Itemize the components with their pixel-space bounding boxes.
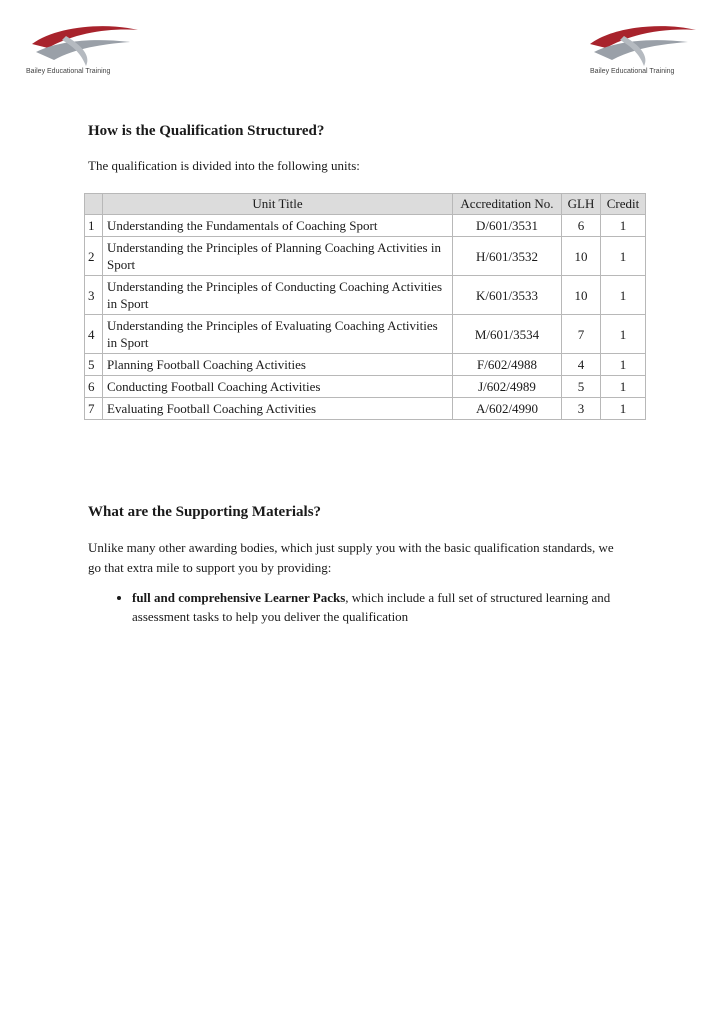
header-num: [85, 194, 103, 215]
row-num: 4: [85, 315, 103, 354]
table-row: [85, 237, 646, 276]
row-credit: 1: [601, 215, 646, 237]
row-credit: 1: [601, 354, 646, 376]
row-accreditation: A/602/4990: [453, 398, 562, 420]
swoosh-logo-icon: [26, 22, 154, 68]
table-row: [85, 398, 646, 420]
row-accreditation: F/602/4988: [453, 354, 562, 376]
row-credit: 1: [601, 376, 646, 398]
row-num: 1: [85, 215, 103, 237]
header-credit: Credit: [601, 194, 646, 215]
header-glh: GLH: [562, 194, 601, 215]
row-glh: 4: [562, 354, 601, 376]
row-accreditation: H/601/3532: [453, 237, 562, 276]
row-glh: 10: [562, 276, 601, 315]
row-title: Conducting Football Coaching Activities: [103, 376, 453, 398]
list-item: [132, 588, 652, 626]
section-heading-structure: How is the Qualification Structured?: [88, 123, 325, 139]
row-glh: 5: [562, 376, 601, 398]
company-logo-right: [584, 22, 712, 80]
bullet-bold-text: full and comprehensive Learner Packs: [132, 590, 346, 605]
row-title: Planning Football Coaching Activities: [103, 354, 453, 376]
row-title: Evaluating Football Coaching Activities: [103, 398, 453, 420]
row-credit: 1: [601, 237, 646, 276]
section-heading-materials: What are the Supporting Materials?: [88, 504, 322, 520]
swoosh-logo-icon: [584, 22, 712, 68]
logo-text: Bailey Educational Training: [590, 68, 675, 75]
row-credit: 1: [601, 315, 646, 354]
row-credit: 1: [601, 276, 646, 315]
bullet-text: , which include a full set of structured learning and assessment tasks to help you deliver the qualification: [132, 590, 611, 624]
company-logo-left: [26, 22, 154, 80]
row-accreditation: K/601/3533: [453, 276, 562, 315]
table-row: [85, 376, 646, 398]
row-num: 2: [85, 237, 103, 276]
row-glh: 3: [562, 398, 601, 420]
table-row: [85, 354, 646, 376]
row-glh: 10: [562, 237, 601, 276]
row-num: 5: [85, 354, 103, 376]
table-header-row: [85, 194, 646, 215]
logo-text: Bailey Educational Training: [26, 68, 111, 75]
row-title: Understanding the Principles of Conducting Coaching Activities in Sport: [103, 276, 453, 315]
structure-intro: The qualification is divided into the following units:: [88, 158, 360, 173]
row-num: 7: [85, 398, 103, 420]
row-num: 3: [85, 276, 103, 315]
materials-intro: Unlike many other awarding bodies, which just supply you with the basic qualification standards, we go that extra mile to support you by providing:: [88, 540, 614, 575]
row-glh: 6: [562, 215, 601, 237]
row-title: Understanding the Fundamentals of Coaching Sport: [103, 215, 453, 237]
materials-bullet-list: [88, 588, 652, 626]
row-accreditation: M/601/3534: [453, 315, 562, 354]
row-num: 6: [85, 376, 103, 398]
row-accreditation: D/601/3531: [453, 215, 562, 237]
header-unit-title: Unit Title: [103, 194, 453, 215]
row-accreditation: J/602/4989: [453, 376, 562, 398]
row-title: Understanding the Principles of Planning Coaching Activities in Sport: [103, 237, 453, 276]
units-table: [84, 193, 646, 420]
row-title: Understanding the Principles of Evaluating Coaching Activities in Sport: [103, 315, 453, 354]
table-row: [85, 276, 646, 315]
row-credit: 1: [601, 398, 646, 420]
row-glh: 7: [562, 315, 601, 354]
table-row: [85, 315, 646, 354]
table-row: [85, 215, 646, 237]
header-accreditation: Accreditation No.: [453, 194, 562, 215]
